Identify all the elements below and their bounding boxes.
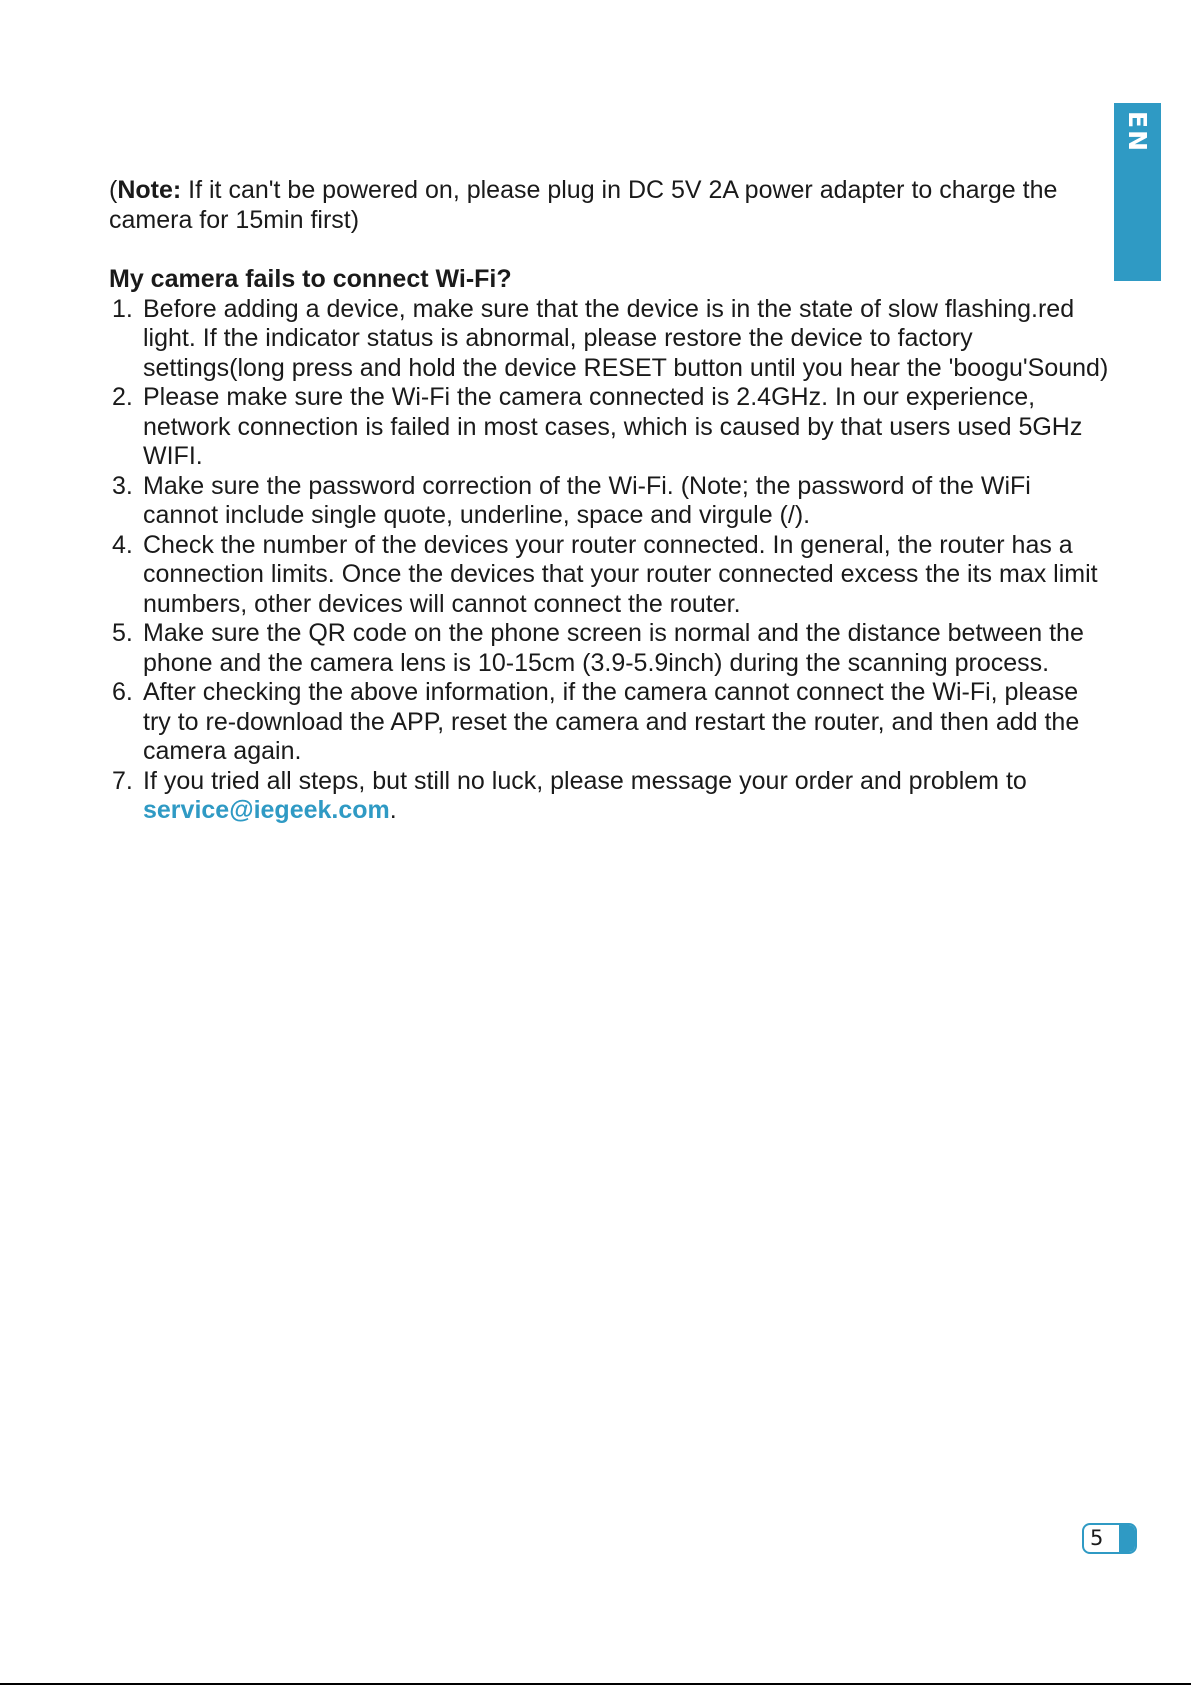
step-text: Please make sure the Wi-Fi the camera connected is 2.4GHz. In our experience, network connection is failed in most cases, which is caused by that users used 5GHz WIFI. xyxy=(143,383,1083,470)
page-number: 5 xyxy=(1090,1526,1104,1550)
power-note xyxy=(109,176,1109,235)
step-text: Before adding a device, make sure that the device is in the state of slow flashing.red light. If the indicator status is abnormal, please restore the device to factory settings(long press and hold the device RESET button until you hear the 'boogu'Sound) xyxy=(143,294,1109,382)
step-item xyxy=(109,472,1109,531)
page-number-badge xyxy=(1082,1523,1137,1554)
step-text: Check the number of the devices your router connected. In general, the router has a connection limits. Once the devices that your router connected excess the its max limit numbers, other devices will cannot connect the router. xyxy=(143,530,1098,618)
step-number: 6. xyxy=(112,678,133,706)
step-item xyxy=(109,531,1109,620)
step-text-end: . xyxy=(389,796,397,824)
support-email-link[interactable]: service@iegeek.com xyxy=(143,796,390,824)
step-text: Make sure the password correction of the Wi-Fi. (Note; the password of the WiFi cannot include single quote, underline, space and virgule (/). xyxy=(143,471,1031,529)
step-number: 2. xyxy=(112,383,133,411)
step-text: Make sure the QR code on the phone screen is normal and the distance between the phone and the camera lens is 10-15cm (3.9-5.9inch) during the scanning process. xyxy=(143,619,1084,677)
note-open-paren: ( xyxy=(109,176,118,204)
note-label: Note: xyxy=(117,176,182,204)
faq-title: My camera fails to connect Wi-Fi? xyxy=(109,265,512,293)
language-tab-label: EN xyxy=(1123,111,1152,154)
step-item xyxy=(109,767,1109,826)
troubleshooting-steps xyxy=(109,295,1109,826)
step-number: 5. xyxy=(112,619,133,647)
step-number: 3. xyxy=(112,471,133,500)
step-number: 1. xyxy=(112,294,133,323)
language-tab xyxy=(1114,103,1161,281)
step-text: If you tried all steps, but still no luck, please message your order and problem to xyxy=(143,766,1027,795)
step-number: 7. xyxy=(112,766,133,795)
step-item xyxy=(109,678,1109,767)
step-item xyxy=(109,383,1109,472)
step-text: After checking the above information, if the camera cannot connect the Wi-Fi, please try to re-download the APP, reset the camera and restart the router, and then add the camera again. xyxy=(143,678,1080,765)
note-text: If it can't be powered on, please plug in DC 5V 2A power adapter to charge the camera for 15min first) xyxy=(109,176,1058,234)
page-content xyxy=(109,176,1109,826)
page-badge-fill xyxy=(1119,1525,1135,1552)
step-item xyxy=(109,619,1109,678)
step-number: 4. xyxy=(112,530,133,559)
step-item xyxy=(109,295,1109,384)
